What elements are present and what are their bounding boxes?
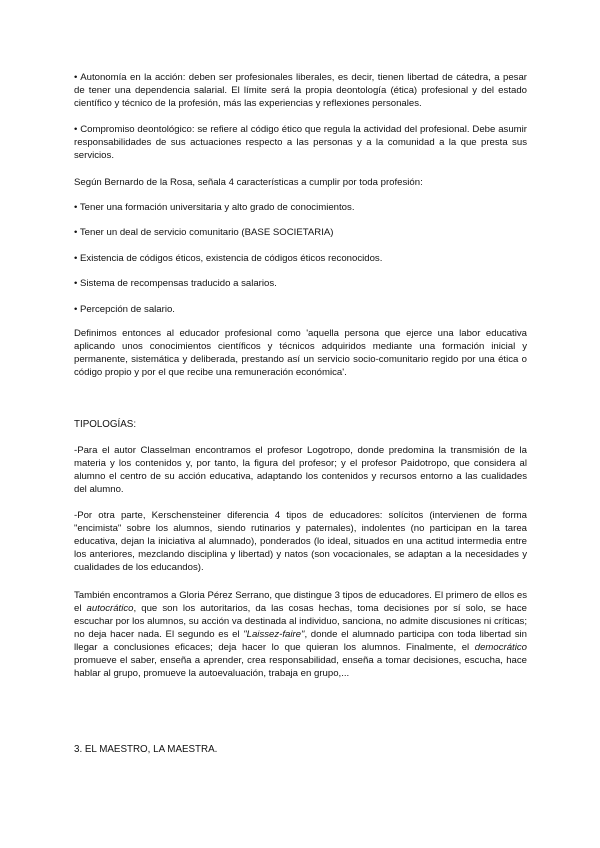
text-segment: , que son los autoritarios, da las cosas hechas, toma decisiones por sí solo, se hace escuchar por los alumnos, su acción va destinada al individuo, sanciona, no admite discusiones ni críticas; no deja hacer nada. El segundo es el — [74, 603, 527, 640]
heading-maestro: 3. EL MAESTRO, LA MAESTRA. — [74, 744, 218, 755]
heading-tipologias: TIPOLOGÍAS: — [74, 419, 137, 430]
paragraph-compromiso: • Compromiso deontológico: se refiere al código ético que regula la actividad del profesional. Debe asumir responsabilidades de sus actuaciones respecto a las personas y a la comunidad a la que presta sus servicios. — [74, 124, 527, 161]
emphasis-autocratico: autocrático — [86, 603, 134, 614]
list-item-servicio: • Tener un deal de servicio comunitario (BASE SOCIETARIA) — [74, 227, 334, 238]
list-item-codigos: • Existencia de códigos éticos, existencia de códigos éticos reconocidos. — [74, 253, 383, 264]
list-item-recompensas: • Sistema de recompensas traducido a salarios. — [74, 278, 277, 289]
emphasis-laissez-faire: "Laissez-faire" — [243, 629, 305, 640]
text-segment: , donde el alumnado participa con toda libertad sin llegar a conclusiones eficaces; deja hacer lo que quieran los alumnos. Finalmente, el — [74, 629, 527, 653]
paragraph-bernardo: Según Bernardo de la Rosa, señala 4 características a cumplir por toda profesión: — [74, 177, 423, 188]
paragraph-perez-serrano — [74, 589, 527, 680]
paragraph-kerschensteiner: -Por otra parte, Kerschensteiner diferencia 4 tipos de educadores: solícitos (intervienen de forma "encimista" sobre los alumnos, siendo rutinarios y paternales), indolentes (no participan en la tarea educativa, dejan la iniciativa al alumnado), ponderados (lo ideal, situados en una actitud intermedia entre los anteriores, mezclando disciplina y libertad) y natos (son vocacionales, se adaptan a la necesidades y cualidades de los educandos). — [74, 510, 527, 573]
list-item-salario: • Percepción de salario. — [74, 304, 175, 315]
paragraph-definicion: Definimos entonces al educador profesional como 'aquella persona que ejerce una labor educativa aplicando unos conocimientos científicos y técnicos adquiridos mediante una formación inicial y permanente, sistemática y deliberada, prestando así un servicio socio-comunitario regido por una ética o código propio y por el que recibe una remuneración económica'. — [74, 328, 527, 378]
paragraph-autonomia: • Autonomía en la acción: deben ser profesionales liberales, es decir, tienen libertad de cátedra, a pesar de tener una dependencia salarial. El límite será la propia deontología (ética) profesional y del estado científico y técnico de la profesión, más las experiencias y reflexiones personales. — [74, 72, 527, 109]
paragraph-classelman: -Para el autor Classelman encontramos el profesor Logotropo, donde predomina la transmisión de la materia y los contenidos y, por tanto, la figura del profesor; y el profesor Paidotropo, que considera al alumno el centro de su acción educativa, adaptando los contenidos y recursos entorno a las cualidades del alumno. — [74, 445, 527, 495]
emphasis-democratico: democrático — [474, 642, 527, 653]
text-segment: promueve el saber, enseña a aprender, crea responsabilidad, enseña a tomar decisiones, escucha, hace hablar al grupo, promueve la autoevaluación, trabaja en grupo,... — [74, 655, 527, 679]
text-segment: También encontramos a Gloria Pérez Serrano, que distingue 3 tipos de educadores. El primero de ellos es el — [74, 590, 527, 614]
list-item-formacion: • Tener una formación universitaria y alto grado de conocimientos. — [74, 202, 355, 213]
